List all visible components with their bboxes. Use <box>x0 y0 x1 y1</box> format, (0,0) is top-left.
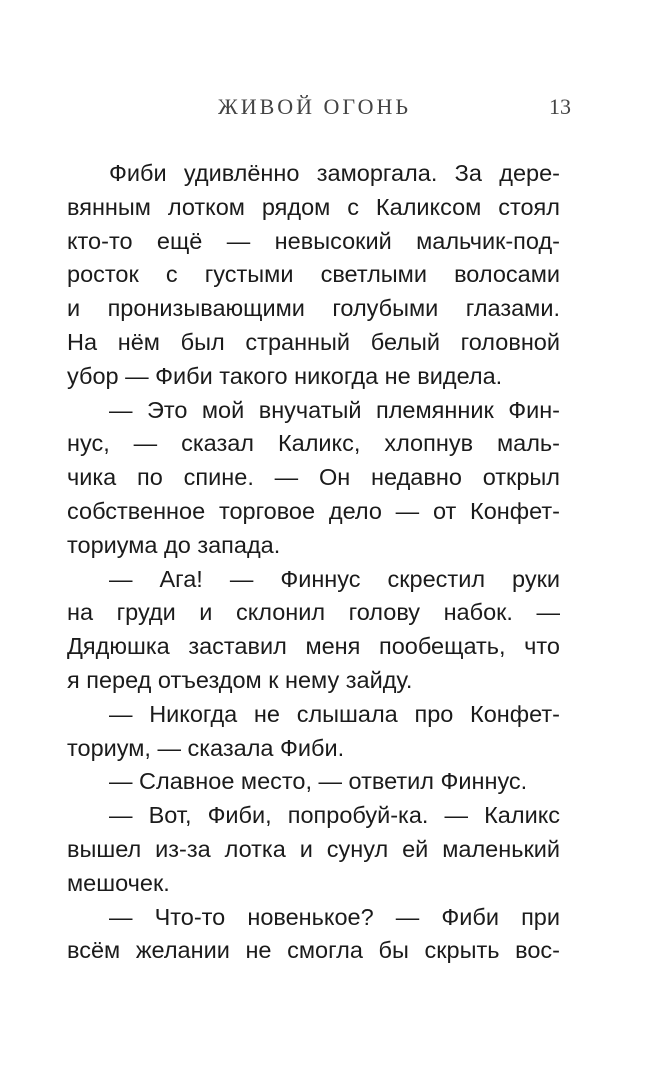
text-line: вянным лотком рядом с Каликсом стоял <box>67 193 560 220</box>
body-text <box>67 157 560 968</box>
text-line: кто-то ещё — невысокий мальчик-под- <box>67 227 560 254</box>
running-title: ЖИВОЙ ОГОНЬ <box>218 94 412 119</box>
text-line: — Вот, Фиби, попробуй-ка. — Каликс <box>109 802 560 829</box>
text-line: — Ага! — Финнус скрестил руки <box>109 565 560 592</box>
text-line: росток с густыми светлыми волосами <box>67 261 560 288</box>
text-line: собственное торговое дело — от Конфет- <box>67 497 560 524</box>
running-header <box>0 94 669 124</box>
text-line: — Никогда не слышала про Конфет- <box>109 700 560 727</box>
text-line: всём желании не смогла бы скрыть вос- <box>67 937 560 964</box>
text-line: Фиби удивлённо заморгала. За дере- <box>109 160 560 186</box>
text-line: нус, — сказал Каликс, хлопнув маль- <box>67 430 560 457</box>
text-line: — Это мой внучатый племянник Фин- <box>109 396 560 423</box>
page-number: 13 <box>549 94 571 119</box>
text-line: — Славное место, — ответил Финнус. <box>109 768 528 795</box>
text-line: ториума до запада. <box>67 531 281 558</box>
text-line: на груди и склонил голову набок. — <box>67 599 560 626</box>
text-line: На нём был странный белый головной <box>67 328 560 355</box>
text-line: — Что-то новенькое? — Фиби при <box>109 903 560 930</box>
text-line: ториум, — сказала Фиби. <box>67 734 345 761</box>
text-line: и пронизывающими голубыми глазами. <box>67 295 560 322</box>
text-line: чика по спине. — Он недавно открыл <box>67 464 560 491</box>
text-line: я перед отъездом к нему зайду. <box>67 666 413 693</box>
text-line: вышел из-за лотка и сунул ей маленький <box>67 835 560 862</box>
text-line: мешочек. <box>67 869 170 896</box>
text-line: убор — Фиби такого никогда не видела. <box>67 362 503 389</box>
text-line: Дядюшка заставил меня пообещать, что <box>67 633 560 660</box>
